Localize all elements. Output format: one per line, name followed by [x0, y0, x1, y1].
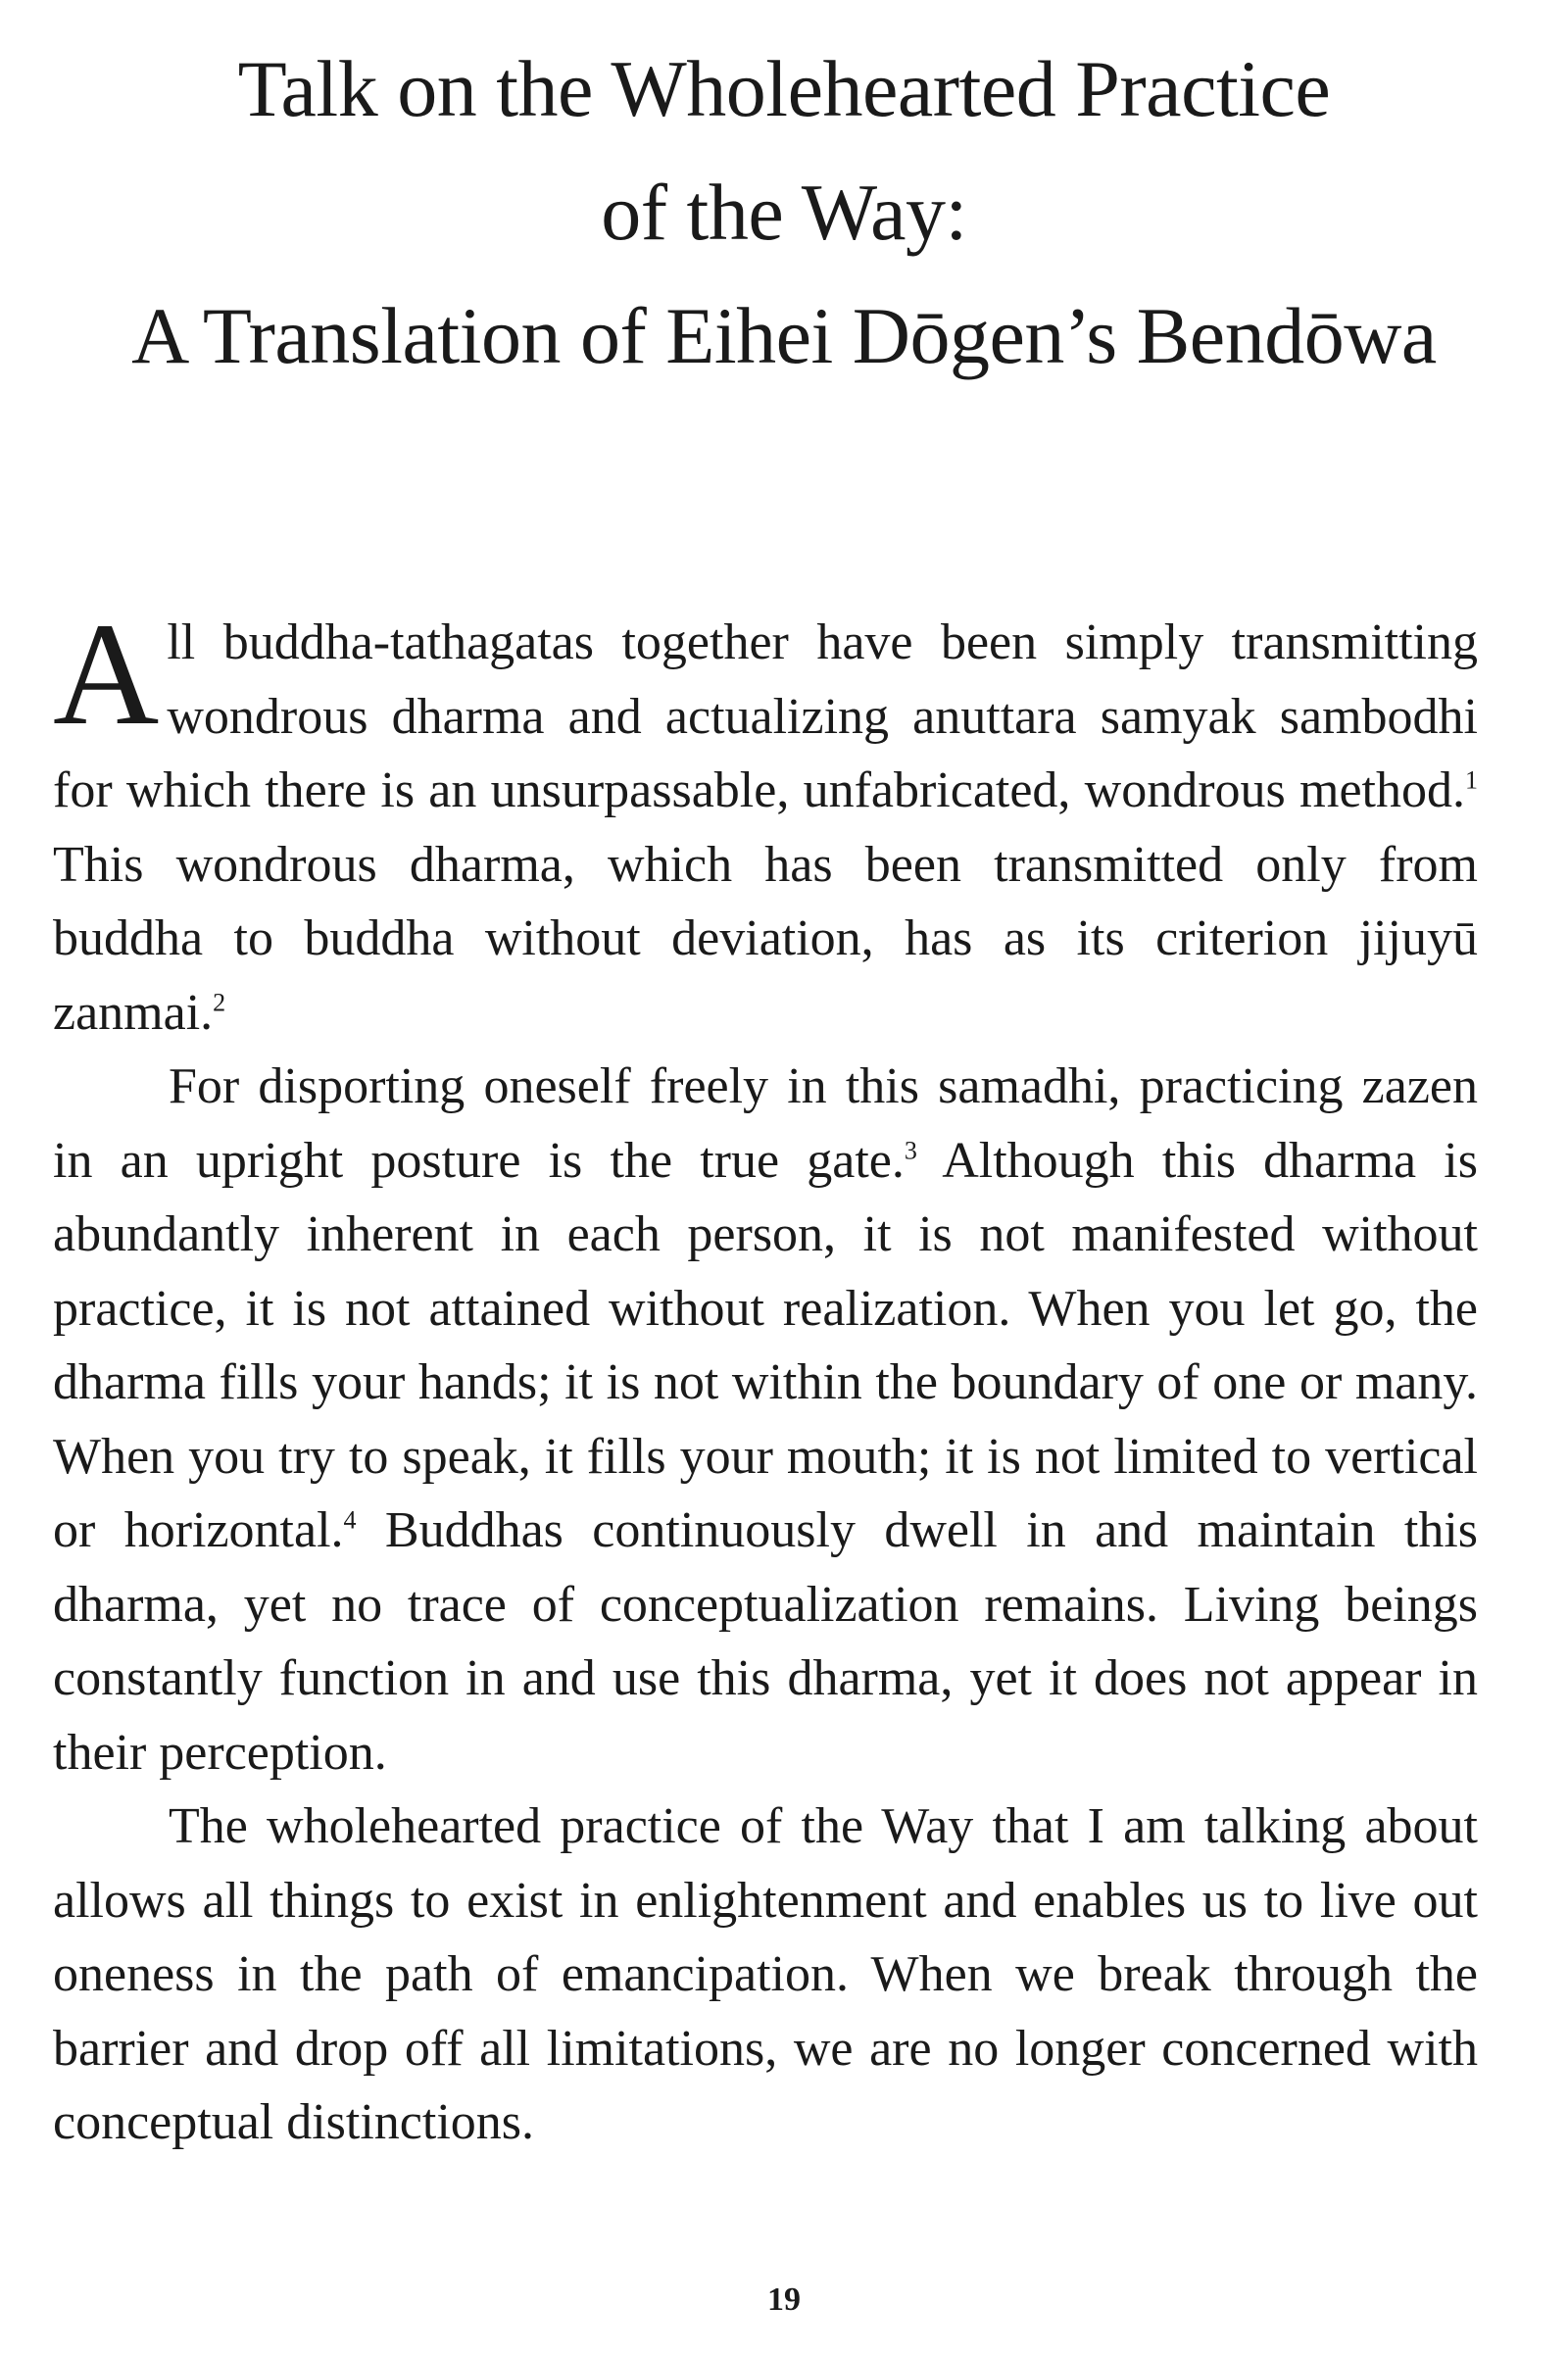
drop-cap: A [53, 593, 160, 756]
footnote-marker: 2 [213, 988, 226, 1017]
footnote-marker: 1 [1465, 765, 1478, 795]
paragraph-1 [53, 593, 1478, 1050]
paragraph-text: The wholehearted practice of the Way that I am talking about allows all things to exist in enlightenment and enables us to live out oneness in the path of emancipation. When we break through the barrier and drop off all limitations, we are no longer concerned with conceptual distinctions. [53, 1798, 1478, 2150]
footnote-marker: 3 [904, 1136, 917, 1165]
body-text [53, 593, 1479, 2160]
paragraph-text: Buddhas continuously dwell in and maintain this dharma, yet no trace of conceptualization remains. Living beings constantly function in and use this dharma, yet it does not appear in their perception. [53, 1502, 1479, 1781]
paragraph-text: ll buddha-tathagatas together have been simply transmitting wondrous dharma and actualizing anuttara samyak sambodhi for which there is an unsurpassable, unfabricated, wondrous method. [53, 614, 1478, 818]
paragraph-text: For disporting oneself freely in this samadhi, practicing zazen in an upright posture is the true gate. [53, 1058, 1478, 1189]
paragraph-2 [53, 1050, 1478, 1790]
chapter-title-line-2: of the Way: [601, 168, 967, 257]
paragraph-3 [53, 1790, 1478, 2160]
page-number: 19 [767, 2281, 801, 2318]
footnote-marker: 4 [343, 1505, 357, 1535]
paragraph-text: Although this dharma is abundantly inherent in each person, it is not manifested without practice, it is not attained without realization. When you let go, the dharma fills your hands; it is not within the boundary of one or many. When you try to speak, it fills your mouth; it is not limited to vertical or horizontal. [53, 1132, 1478, 1558]
chapter-title-line-3: A Translation of Eihei Dōgen’s Bendōwa [131, 291, 1437, 380]
chapter-title-line-1: Talk on the Wholehearted Practice [237, 44, 1331, 133]
paragraph-text: This wondrous dharma, which has been transmitted only from buddha to buddha without deviation, has as its criterion jijuyū zanmai. [53, 836, 1478, 1041]
chapter-title [0, 27, 1568, 398]
